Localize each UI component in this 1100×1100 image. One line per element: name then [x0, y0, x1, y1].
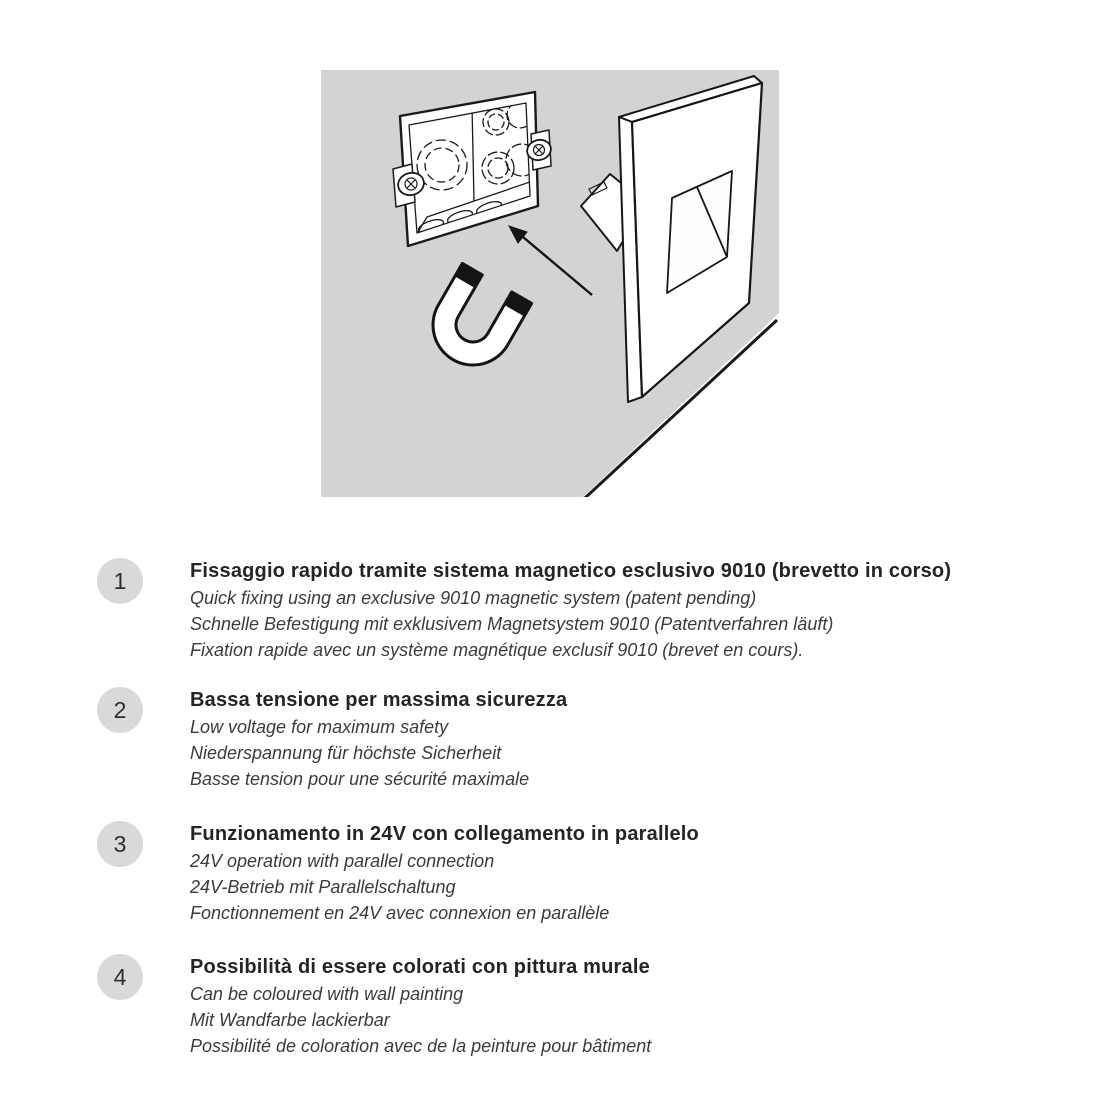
feature-number-badge — [97, 687, 143, 733]
feature-title-it: Fissaggio rapido tramite sistema magnetico esclusivo 9010 (brevetto in corso) — [190, 560, 952, 582]
feature-text-block — [190, 687, 1090, 792]
feature-number: 3 — [113, 830, 127, 857]
feature-text-block — [190, 954, 1090, 1059]
feature-title-it: Funzionamento in 24V con collegamento in parallelo — [190, 823, 699, 845]
feature-number: 4 — [113, 963, 127, 990]
feature-subtitle-en: Can be coloured with wall painting — [190, 984, 464, 1004]
feature-subtitle-de: 24V-Betrieb mit Parallelschaltung — [190, 877, 456, 897]
feature-subtitle-fr: Fixation rapide avec un système magnétique exclusif 9010 (brevet en cours). — [190, 640, 804, 660]
feature-title-it: Bassa tensione per massima sicurezza — [190, 689, 568, 711]
feature-number: 2 — [113, 696, 127, 723]
feature-number-badge — [97, 558, 143, 604]
feature-subtitle-de: Niederspannung für höchste Sicherheit — [190, 743, 502, 763]
feature-subtitle-fr: Basse tension pour une sécurité maximale — [190, 769, 530, 789]
feature-subtitle-fr: Fonctionnement en 24V avec connexion en parallèle — [190, 903, 610, 923]
feature-subtitle-fr: Possibilité de coloration avec de la peinture pour bâtiment — [190, 1036, 652, 1056]
feature-title-it: Possibilità di essere colorati con pittura murale — [190, 956, 650, 978]
feature-subtitle-en: Low voltage for maximum safety — [190, 717, 449, 737]
feature-number: 1 — [113, 567, 127, 594]
feature-subtitle-de: Schnelle Befestigung mit exklusivem Magnetsystem 9010 (Patentverfahren läuft) — [190, 614, 834, 634]
installation-illustration — [321, 70, 779, 497]
feature-text-block — [190, 821, 1090, 926]
feature-subtitle-en: Quick fixing using an exclusive 9010 magnetic system (patent pending) — [190, 588, 757, 608]
feature-number-badge — [97, 821, 143, 867]
feature-number-badge — [97, 954, 143, 1000]
feature-subtitle-en: 24V operation with parallel connection — [190, 851, 495, 871]
installation-illustration-svg — [321, 70, 779, 497]
feature-subtitle-de: Mit Wandfarbe lackierbar — [190, 1010, 390, 1030]
feature-text-block — [190, 558, 1090, 663]
